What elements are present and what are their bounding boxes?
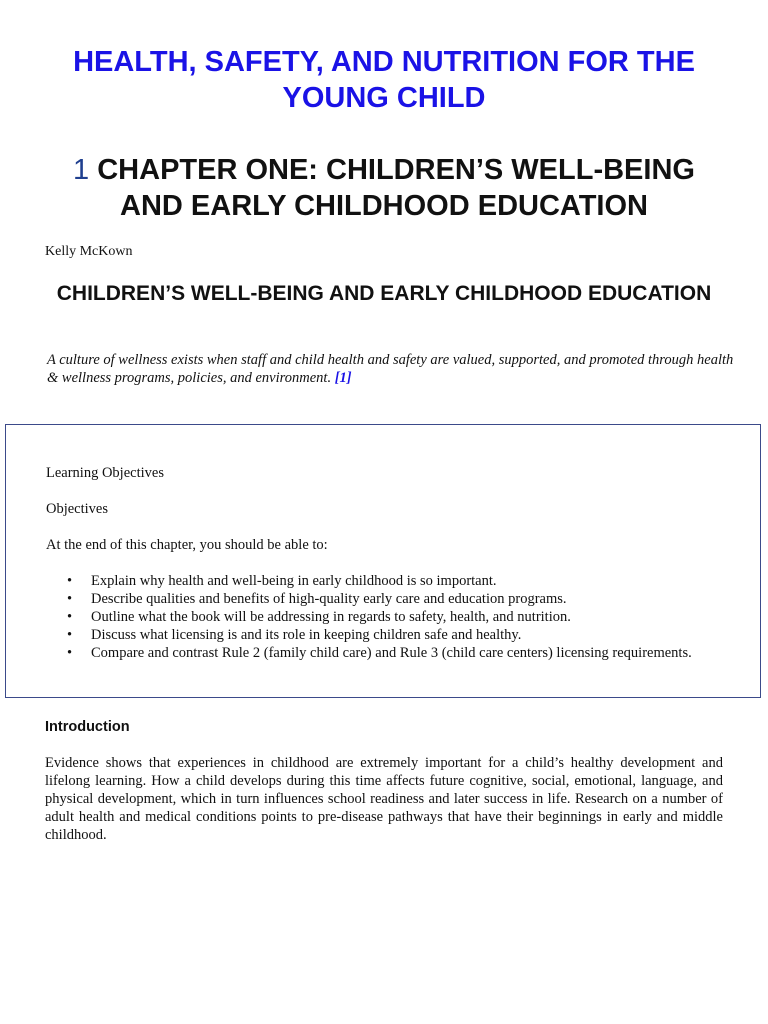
- list-item: [46, 644, 746, 662]
- chapter-title: [40, 152, 728, 224]
- objective-text: Discuss what licensing is and its role in keeping children safe and healthy.: [91, 627, 522, 643]
- book-title: HEALTH, SAFETY, AND NUTRITION FOR THE YOUNG CHILD: [73, 46, 695, 114]
- bullet-icon: •: [67, 645, 73, 661]
- objectives-intro: At the end of this chapter, you should be able to:: [46, 537, 328, 553]
- objectives-list: [46, 572, 746, 662]
- list-item: [46, 608, 746, 626]
- bullet-icon: •: [67, 573, 73, 589]
- objectives-subheading: Objectives: [46, 501, 109, 517]
- author-name: Kelly McKown: [45, 244, 133, 259]
- introduction-heading: Introduction: [45, 719, 130, 735]
- list-item: [46, 572, 746, 590]
- epigraph: [47, 351, 737, 387]
- bullet-icon: •: [67, 591, 73, 607]
- list-item: [46, 590, 746, 608]
- objective-text: Compare and contrast Rule 2 (family child care) and Rule 3 (child care centers) licensing requirements.: [91, 645, 692, 661]
- chapter-title-text: CHAPTER ONE: CHILDREN’S WELL-BEING AND EARLY CHILDHOOD EDUCATION: [97, 154, 695, 222]
- bullet-icon: •: [67, 609, 73, 625]
- objective-text: Outline what the book will be addressing in regards to safety, health, and nutrition.: [91, 609, 571, 625]
- introduction-body: Evidence shows that experiences in childhood are extremely important for a child’s healthy development and lifelong learning. How a child develops during this time affects future cognitive, social, emotional, language, and physical development, which in turn influences school readiness and later success in life. Research on a number of adult health and medical conditions points to pre-disease pathways that have their beginnings in early and middle childhood.: [45, 755, 723, 843]
- objectives-box-heading: Learning Objectives: [46, 465, 164, 481]
- chapter-number: 1: [73, 154, 90, 186]
- epigraph-text: A culture of wellness exists when staff and child health and safety are valued, supported, and promoted through health & wellness programs, policies, and environment.: [47, 352, 734, 386]
- objective-text: Describe qualities and benefits of high-quality early care and education programs.: [91, 591, 567, 607]
- footnote-link[interactable]: [1]: [334, 370, 352, 386]
- section-title: CHILDREN’S WELL-BEING AND EARLY CHILDHOOD EDUCATION: [56, 282, 712, 305]
- list-item: [46, 626, 746, 644]
- objective-text: Explain why health and well-being in early childhood is so important.: [91, 573, 497, 589]
- learning-objectives-box: [5, 424, 761, 698]
- bullet-icon: •: [67, 627, 73, 643]
